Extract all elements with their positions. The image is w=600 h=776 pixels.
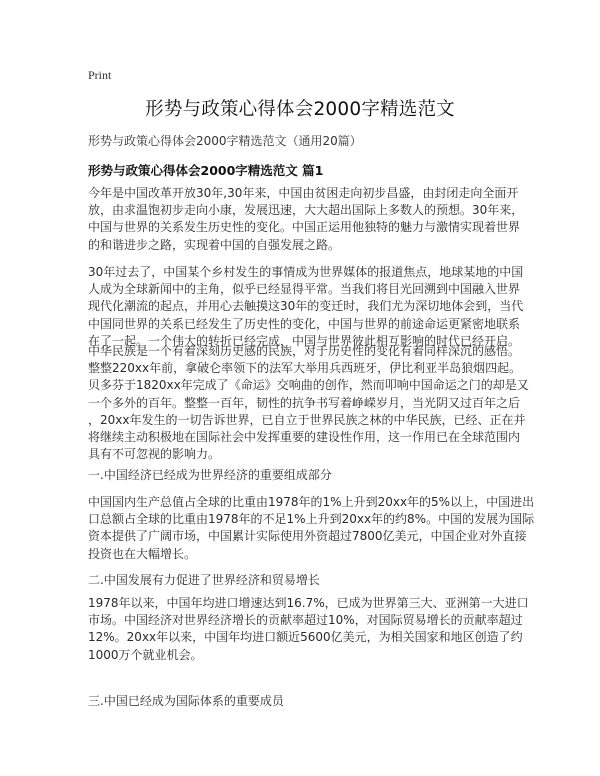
paragraph-line: 资本提供了广阔市场，中国累计实际使用外资超过7800亿美元，中国企业对外直接: [88, 529, 527, 544]
section-title: 形势与政策心得体会2000字精选范文 篇1: [88, 163, 324, 178]
paragraph-line: ，20xx年发生的一切告诉世界，已自立于世界民族之林的中华民族，已经、正在并: [88, 412, 526, 427]
section-heading-2: 二.中国发展有力促进了世界经济和贸易增长: [88, 573, 320, 587]
paragraph-line: 中国国内生产总值占全球的比重由1978年的1%上升到20xx年的5%以上，中国进出: [88, 495, 535, 509]
page-subtitle: 形势与政策心得体会2000字精选范文（通用20篇）: [88, 134, 362, 148]
paragraph-4: [88, 494, 535, 563]
paragraph-line: 在了一起。一个伟大的转折已经完成，中国与世界彼此相互影响的时代已经开启。: [88, 333, 521, 348]
print-link[interactable]: Print: [88, 68, 112, 82]
paragraph-line: 投资也在大幅增长。: [88, 546, 197, 561]
paragraph-line: 贝多芬于1820xx年完成了《命运》交响曲的创作，然而叩响中国命运之门的却是又: [88, 378, 529, 393]
paragraph-line: 市场。中国经济对世界经济增长的贡献率超过10%，对国际贸易增长的贡献率超过: [88, 613, 523, 628]
section-heading-1: 一.中国经济已经成为世界经济的重要组成部分: [88, 468, 332, 482]
paragraph-line: 12%。20xx年以来，中国年均进口额近5600亿美元，为相关国家和地区创造了约: [88, 630, 523, 645]
paragraph-line: 1978年以来，中国年均进口增速达到16.7%，已成为世界第三大、亚洲第一大进口: [88, 596, 529, 610]
paragraph-2: [88, 264, 524, 350]
paragraph-1: [88, 185, 524, 254]
paragraph-line: 中国同世界的关系已经发生了历史性的变化，中国与世界的前途命运更紧密地联系: [88, 316, 521, 331]
paragraph-line: 30年过去了，中国某个乡村发生的事情成为世界媒体的报道焦点，地球某地的中国: [88, 265, 524, 279]
paragraph-line: 人成为全球新闻中的主角，似乎已经显得平常。当我们将目光回溯到中国融入世界: [88, 282, 521, 297]
paragraph-line: 具有不可忽视的影响力。: [88, 447, 221, 462]
paragraph-line: 中华民族是一个有着深刻历史感的民族，对于历史性的变化有着同样深沉的感悟。: [88, 344, 521, 358]
paragraph-line: 今年是中国改革开放30年,30年来，中国由贫困走向初步昌盛，由封闭走向全面开: [88, 186, 519, 200]
paragraph-line: 一个多外的百年。整整一百年，韧性的抗争书写着峥嵘岁月，当光阴又过百年之后: [88, 395, 521, 410]
page-title: 形势与政策心得体会2000字精选范文: [145, 99, 455, 120]
section-heading-3: 三.中国已经成为国际体系的重要成员: [88, 694, 284, 708]
paragraph-line: 1000万个就业机会。: [88, 647, 203, 662]
paragraph-line: 放，由求温饱初步走向小康，发展迅速，大大超出国际上多数人的预想。30年来，: [88, 203, 524, 218]
paragraph-5: [88, 595, 529, 664]
paragraph-line: 整整220xx年前，拿破仑率领下的法军大举用兵西班牙，伊比利亚半岛狼烟四起。: [88, 361, 522, 376]
paragraph-line: 的和谐进步之路，实现着中国的自强发展之路。: [88, 237, 341, 252]
paragraph-line: 口总额占全球的比重由1978年的不足1%上升到20xx年的约8%。中国的发展为国际: [88, 512, 535, 527]
paragraph-3: [88, 343, 529, 463]
paragraph-line: 现代化潮流的起点，并用心去触摸这30年的变迁时，我们尤为深切地体会到，当代: [88, 299, 524, 314]
paragraph-line: 中国与世界的关系发生历史性的变化。中国正运用他独特的魅力与激情实现着世界: [88, 220, 521, 235]
paragraph-line: 将继续主动积极地在国际社会中发挥重要的建设性作用，这一作用已在全球范围内: [88, 430, 521, 445]
